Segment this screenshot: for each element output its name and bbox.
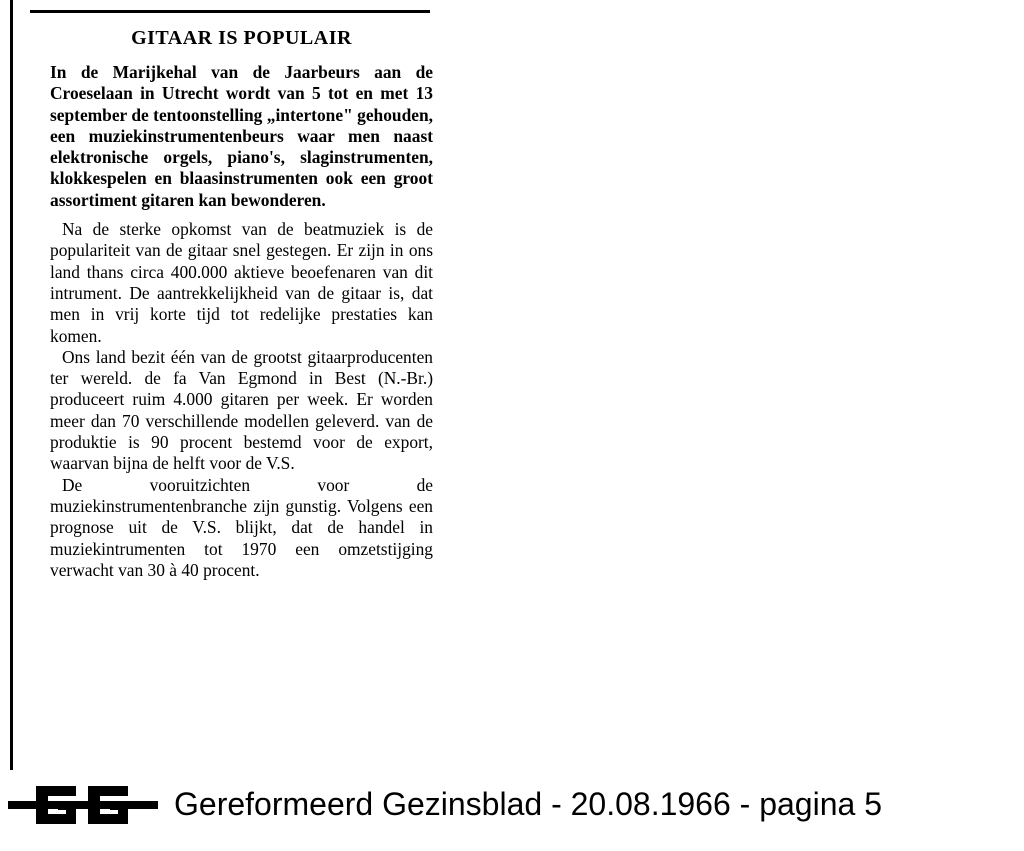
article-headline: GITAAR IS POPULAIR <box>131 27 352 49</box>
top-rule <box>30 10 430 13</box>
source-caption: Gereformeerd Gezinsblad - 20.08.1966 - pagina 5 <box>174 786 882 822</box>
footer <box>8 780 1018 830</box>
left-column-rule <box>10 0 13 770</box>
gg-logo-icon <box>8 784 158 826</box>
article-column <box>50 26 433 581</box>
article-lead: In de Marijkehal van de Jaarbeurs aan de Croeselaan in Utrecht wordt van 5 tot en met 13 september de tentoonstelling „intertone" gehouden, een muziekinstrumentenbeurs waar men naast elektronische orgels, piano's, slaginstrumenten, klokkespelen en blaasinstrumenten ook een groot assortiment gitaren kan bewonderen. <box>50 62 433 210</box>
article-paragraph-3: De vooruitzichten voor de muziekinstrumentenbranche zijn gunstig. Volgens een prognose uit de V.S. blijkt, dat de handel in muziekintrumenten tot 1970 een omzetstijging verwacht van 30 à 40 procent. <box>50 474 433 580</box>
article-paragraph-1: Na de sterke opkomst van de beatmuziek is de populariteit van de gitaar snel gestegen. Er zijn in ons land thans circa 400.000 aktieve beoefenaren van dit intrument. De aantrekkelijkheid van de gitaar is, dat men in vrij korte tijd tot redelijke prestaties kan komen. <box>50 219 433 346</box>
article-paragraph-2: Ons land bezit één van de grootst gitaarproducenten ter wereld. de fa Van Egmond in Best (N.-Br.) produceert ruim 4.000 gitaren per week. Er worden meer dan 70 verschillende modellen geleverd. van de produktie is 90 procent bestemd voor de export, waarvan bijna de helft voor de V.S. <box>50 346 433 474</box>
